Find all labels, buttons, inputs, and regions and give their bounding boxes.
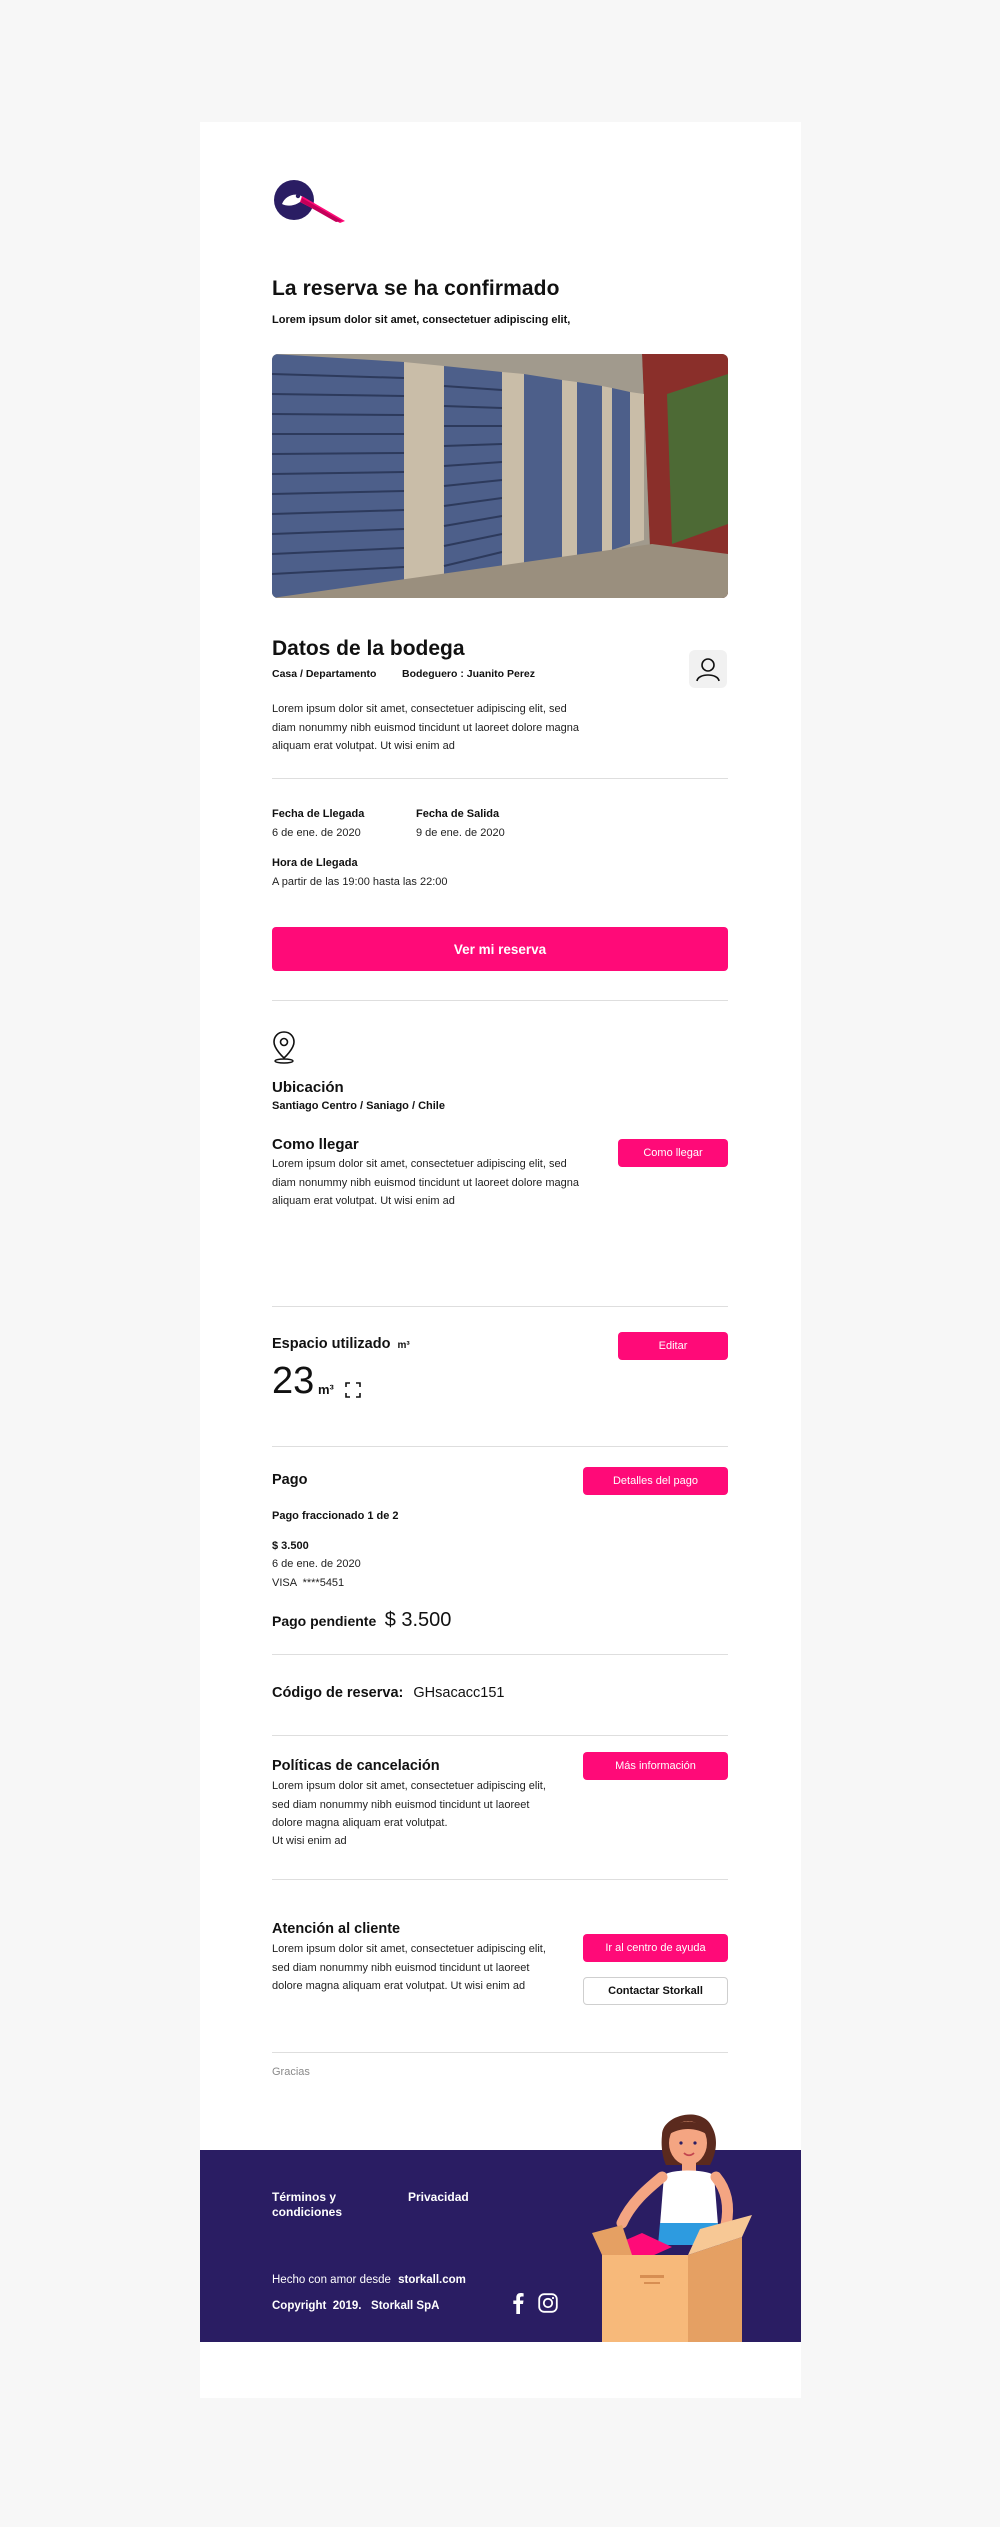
avatar [689,650,727,688]
reservation-code [272,1685,504,1701]
pending-amount: $ 3.500 [384,1609,452,1631]
cancellation-text: Lorem ipsum dolor sit amet, consectetuer adipiscing elit, sed diam nonummy nibh euismod tincidunt ut laoreet dolore magna aliquam erat volutpat. [272,1780,546,1829]
help-center-button[interactable]: Ir al centro de ayuda [583,1934,728,1962]
space-title-text: Espacio utilizado [272,1336,391,1352]
space-title [272,1336,410,1352]
divider [272,1654,728,1655]
howto-text: Lorem ipsum dolor sit amet, consectetuer adipiscing elit, sed diam nonummy nibh euismod tincidunt ut laoreet dolore magna aliquam erat volutpat. Ut wisi enim ad [272,1158,579,1207]
page-subtitle: Lorem ipsum dolor sit amet, consectetuer adipiscing elit, [272,314,571,326]
cancellation-title: Políticas de cancelación [272,1758,440,1774]
site-link[interactable]: storkall.com [398,2274,466,2286]
reservation-code-label: Código de reserva: [272,1685,404,1701]
departure-label: Fecha de Salida [416,808,500,820]
instagram-icon[interactable] [538,2293,558,2313]
payment-card: VISA ****5451 [272,1577,345,1589]
page-title: La reserva se ha confirmado [272,277,560,300]
woman-with-box-illustration [592,2105,764,2342]
storkall-logo-icon [272,174,346,224]
howto-button[interactable]: Como llegar [618,1139,728,1167]
location-title: Ubicación [272,1079,344,1096]
pending-label: Pago pendiente [272,1613,377,1629]
edit-space-button[interactable]: Editar [618,1332,728,1360]
space-value: 23 [272,1360,315,1402]
cancellation-text-2: Ut wisi enim ad [272,1835,347,1847]
made-with-love [272,2274,466,2286]
warehouse-title: Datos de la bodega [272,637,465,660]
departure-value: 9 de ene. de 2020 [416,827,505,839]
arrival-label: Fecha de Llegada [272,808,365,820]
payment-details-button[interactable]: Detalles del pago [583,1467,728,1495]
divider [272,1306,728,1307]
view-reservation-button[interactable]: Ver mi reserva [272,927,728,971]
thanks-text: Gracias [272,2066,310,2078]
contact-button[interactable]: Contactar Storkall [583,1977,728,2005]
email-card [200,122,801,2398]
arrival-time-value: A partir de las 19:00 hasta las 22:00 [272,876,448,888]
howto-title: Como llegar [272,1136,359,1153]
divider [272,1735,728,1736]
divider [272,778,728,779]
footer [200,2150,801,2342]
facebook-icon[interactable] [512,2292,524,2314]
space-title-unit: m³ [397,1340,410,1351]
support-text: Lorem ipsum dolor sit amet, consectetuer adipiscing elit, sed diam nonummy nibh euismod tincidunt ut laoreet dolore magna aliquam erat volutpat. Ut wisi enim ad [272,1943,546,1992]
terms-link[interactable]: Términos y condiciones [272,2190,343,2219]
warehouse-type: Casa / Departamento [272,668,377,680]
divider [272,1000,728,1001]
support-title: Atención al cliente [272,1921,401,1937]
payment-title: Pago [272,1472,308,1488]
payment-amount: $ 3.500 [272,1540,309,1552]
copyright: Copyright 2019. Storkall SpA [272,2300,440,2312]
warehouse-description: Lorem ipsum dolor sit amet, consectetuer adipiscing elit, sed diam nonummy nibh euismod tincidunt ut laoreet dolore magna aliquam erat volutpat. Ut wisi enim ad [272,703,579,752]
expand-icon [345,1382,361,1398]
space-unit: m³ [318,1382,334,1397]
privacy-link[interactable]: Privacidad [408,2190,469,2204]
divider [272,2052,728,2053]
more-info-button[interactable]: Más información [583,1752,728,1780]
user-icon [689,650,727,688]
payment-installment: Pago fraccionado 1 de 2 [272,1510,399,1522]
reservation-code-value: GHsacacc151 [413,1685,505,1701]
divider [272,1879,728,1880]
payment-date: 6 de ene. de 2020 [272,1558,361,1570]
pending-payment [272,1609,451,1632]
warehouse-owner: Bodeguero : Juanito Perez [402,668,536,680]
divider [272,1446,728,1447]
storage-units-image [272,354,728,598]
arrival-value: 6 de ene. de 2020 [272,827,361,839]
made-with-text: Hecho con amor desde [272,2274,391,2286]
location-pin-icon [272,1030,296,1064]
location-address: Santiago Centro / Saniago / Chile [272,1100,445,1112]
arrival-time-label: Hora de Llegada [272,857,358,869]
